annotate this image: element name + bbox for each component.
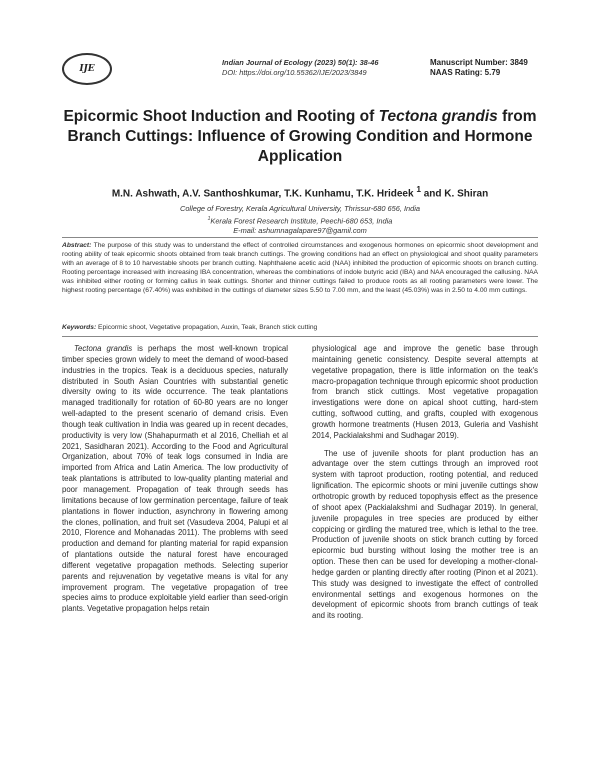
journal-logo: IJE <box>62 53 112 85</box>
manuscript-number: Manuscript Number: 3849 <box>430 58 528 67</box>
keywords <box>62 323 538 332</box>
naas-rating: NAAS Rating: 5.79 <box>430 68 501 77</box>
author-list <box>60 183 540 200</box>
affiliations <box>60 204 540 236</box>
keywords-text: Epicormic shoot, Vegetative propagation, Auxin, Teak, Branch stick cutting <box>96 324 318 331</box>
journal-citation <box>222 58 378 78</box>
title-species: Tectona grandis <box>378 108 498 125</box>
affiliation-2-mark: 1 <box>207 216 211 222</box>
corresponding-email[interactable]: E-mail: ashumnagalapare97@gamil.com <box>233 226 367 236</box>
body-text: is perhaps the most well-known tropical timber species grown widely to meet the demand of wood-based industries in the tropics. Teak is a deciduous species, naturally distributed in South Asian Countries with substantial genetic diversity owing to its wide occurrence. The teak plantations managed traditionally for rotation of 60-80 years are no longer well-adapted to the present scenario of demand crisis. Even though teak cultivation in India was geared up in recent decades, productivity is very low (Shahapurmath et al 2016, Chelliah et al 2021, Sasidharan 2021). According to the Food and Agricultural Organization, about 70% of teak logs consumed in India are imported from Africa and Latin America. The low productivity of teak plantations is attributed to low-quality planting material and poor management. Propagation of teak through seeds has limitations because of low germination percentage, failure of teak plantations in flower induction, asynchrony in flowering among the clones, pollination, and fruit set (Vasudeva 2004, Palupi et al 2010, Florence and Mohanadas 2011). The problems with seed production and demand for planting material for rapid expansion of plantations outside the natural forest have encouraged different vegetative propagation methods. Selecting superior parents and rejuvenation by vegetative means is vital for any improvement program. The vegetative propagation of tree species aims to produce exploitable yield earlier than seed-origin plants. Vegetative propagation helps retain <box>62 344 288 614</box>
title-part1: Epicormic Shoot Induction and Rooting of <box>63 108 379 125</box>
journal-line: Indian Journal of Ecology (2023) 50(1): 38-46 <box>222 58 379 67</box>
manuscript-info <box>430 58 528 78</box>
divider-bottom <box>62 336 538 337</box>
species-name: Tectona grandis <box>74 344 133 353</box>
body-column-left <box>62 344 288 615</box>
authors-last: and K. Shiran <box>420 188 489 200</box>
abstract-label: Abstract: <box>62 242 92 249</box>
body-paragraph <box>62 344 288 615</box>
author-affil-mark: 1 <box>416 184 421 194</box>
doi-link[interactable]: DOI: https://doi.org/10.55362/IJE/2023/3849 <box>222 68 367 77</box>
paper-title <box>60 107 540 167</box>
abstract-text: The purpose of this study was to understand the effect of controlled circumstances and exogenous hormones on epicormic shoot development and rooting ability of teak epicormic shoots obtained from teak branch cuttings. The growing conditions had an effect on physiological and shoot quality parameters with an average of 8 to 10 harvestable shoots per branch cutting. Naphthalene acetic acid (NAA) inhibited the production of epicormic shoots on branch cutting. Rooting percentage increased with increasing IBA concentration, whereas the combinations of indole butyric acid (IBA) and NAA encouraged the callusing. NAA was inhibited either rooting or forming callus in teak cuttings. Shorter and thinner cuttings failed to produce roots as all rooting parameters were lower. The highest rooting percentage (67.40%) was exhibited in the cuttings of diameter sizes 5.50 to 7.00 mm, and the least (45.03%) was in 2.50 to 4.00 mm cuttings. <box>62 242 538 295</box>
abstract <box>62 241 538 296</box>
divider-top <box>62 237 538 238</box>
body-column-right <box>312 344 538 622</box>
authors-main: M.N. Ashwath, A.V. Santhoshkumar, T.K. Kunhamu, T.K. Hrideek <box>111 188 417 200</box>
affiliation-2 <box>60 214 540 226</box>
affiliation-1: College of Forestry, Kerala Agricultural University, Thrissur-680 656, India <box>179 204 421 213</box>
keywords-label: Keywords: <box>62 324 97 331</box>
body-paragraph: physiological age and improve the genetic base through maintaining genetic consistency. Despite several attempts at vegetative propagation, there is little information on the teak's macro-propagation technique through epicormic shoot production from branch stick cuttings. Most vegetative propagation investigations were done on apical shoot cutting, hard-stem cutting, softwood cutting, and grafts, coupled with exogenous growth hormone treatments (Husen 2013, Guleria and Vashisht 2014, Packialakshmi and Sudhagar 2019). <box>312 344 538 440</box>
body-paragraph: The use of juvenile shoots for plant production has an advantage over the stem cuttings through an improved root system with taproot production, rooting potential, and reduced lignification. The epicormic shoots or mini juvenile cuttings show orthotropic growth by reduced topophysis effect as the presence of shoot apex (Packialakshmi and Sudhagar 2019). In general, juvenile propagules in tree species are produced by either coppicing or girdling the matured tree, which is lethal to the tree. Production of juvenile shoots on stick branch cutting by forced epicormic bud bursting without losing the mother tree is an option. These then can be used for developing a mother-clonal-hedge garden or planting directly after rooting (Pinon et al 2021). This study was designed to investigate the effect of controlled environmental settings and exogenous hormones on the development of epicormic shoots from branch cuttings of teak and its rooting. <box>312 448 538 621</box>
title-part2: from Branch Cuttings: Influence of Growing Condition and Hormone Application <box>67 108 537 165</box>
affiliation-2-text: Kerala Forest Research Institute, Peechi-680 653, India <box>210 216 393 226</box>
